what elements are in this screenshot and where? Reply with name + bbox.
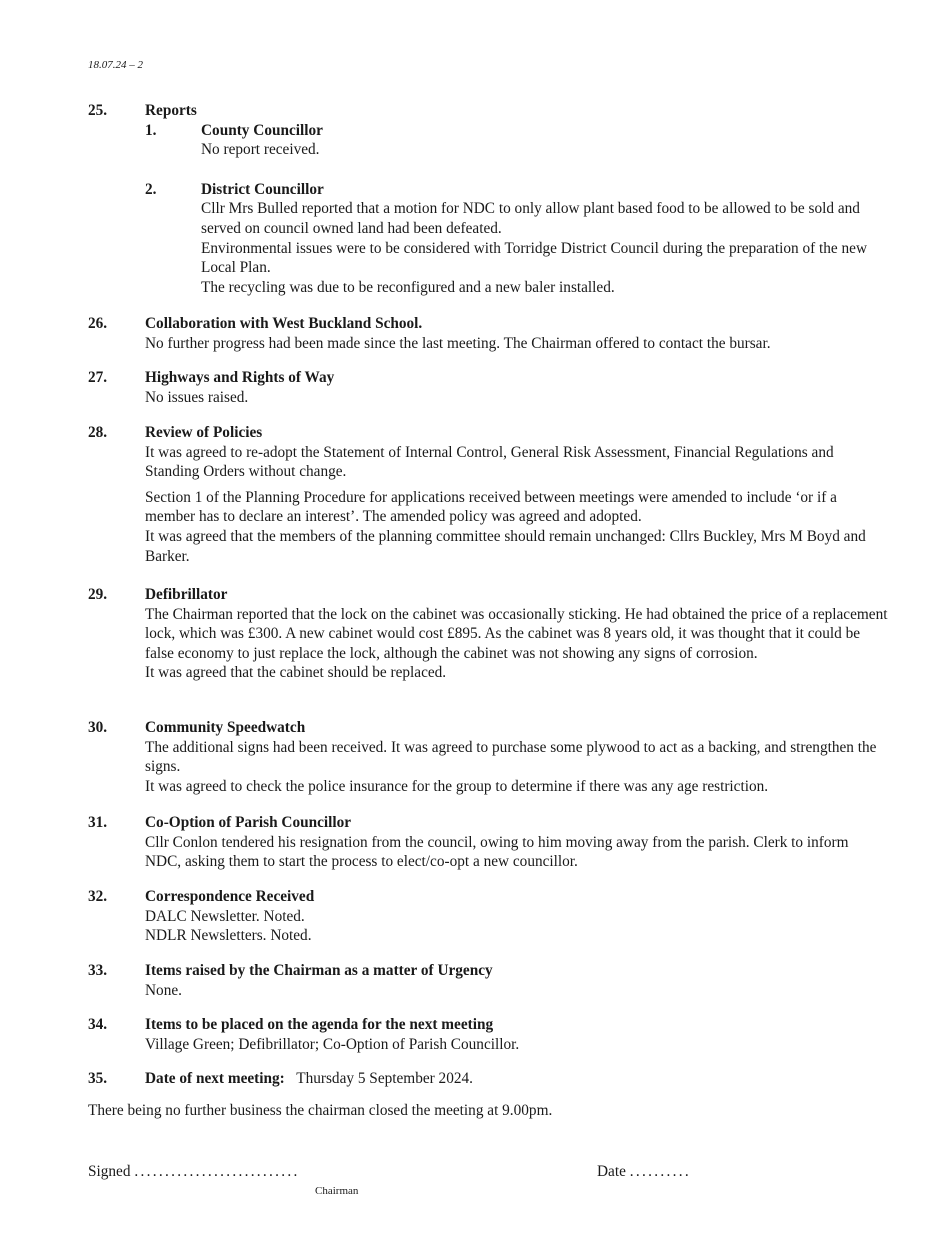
minute-item-28	[88, 423, 888, 566]
item-number: 27.	[88, 369, 108, 386]
sub-item-text: No report received.	[201, 141, 320, 159]
item-text: The additional signs had been received. It was agreed to purchase some plywood to act as a backing, and strengthen the signs.	[145, 738, 877, 776]
item-heading: Review of Policies	[145, 424, 263, 441]
signed-label: Signed	[88, 1163, 131, 1180]
item-heading: Community Speedwatch	[145, 719, 306, 736]
minute-item-35	[88, 1069, 888, 1089]
item-number: 25.	[88, 102, 108, 119]
item-number: 31.	[88, 814, 108, 831]
item-heading: Correspondence Received	[145, 888, 315, 905]
item-number: 29.	[88, 586, 108, 603]
item-text: The Chairman reported that the lock on the cabinet was occasionally sticking. He had obtained the price of a replacement lock, which was £300. A new cabinet would cost £895. As the cabinet was 8 years old, it was thought that it could be false economy to just replace the lock, although the cabinet was not showing any signs of corrosion.	[145, 605, 888, 662]
item-text: Section 1 of the Planning Procedure for applications received between meetings were amended to include ‘or if a member has to declare an interest’. The amended policy was agreed and adopted.	[145, 488, 837, 526]
minute-item-34	[88, 1015, 888, 1054]
sub-item-2	[145, 180, 888, 298]
item-number: 34.	[88, 1016, 108, 1033]
item-text: No issues raised.	[145, 388, 249, 406]
item-text: DALC Newsletter. Noted.	[145, 907, 305, 925]
minute-item-31	[88, 813, 888, 872]
item-heading: Date of next meeting:	[145, 1070, 285, 1087]
item-heading: Co-Option of Parish Councillor	[145, 814, 352, 831]
item-number: 35.	[88, 1070, 108, 1087]
date-dots: ..........	[629, 1163, 691, 1180]
item-number: 26.	[88, 315, 108, 332]
sub-item-heading: County Councillor	[201, 121, 323, 139]
item-heading: Items raised by the Chairman as a matter of Urgency	[145, 962, 493, 979]
date-label: Date	[597, 1163, 626, 1180]
signature-dots: ...........................	[134, 1163, 300, 1180]
item-text: It was agreed that the cabinet should be replaced.	[145, 664, 447, 682]
minute-item-29	[88, 585, 888, 683]
item-text: Cllr Conlon tendered his resignation from the council, owing to him moving away from the parish. Clerk to inform NDC, asking them to start the process to elect/co-opt a new councillor.	[145, 833, 849, 871]
sub-item-1	[145, 121, 888, 160]
sub-item-number: 2.	[145, 180, 157, 198]
item-number: 28.	[88, 424, 108, 441]
item-number: 33.	[88, 962, 108, 979]
minute-item-30	[88, 718, 888, 796]
signature-line	[88, 1162, 300, 1182]
page-reference: 18.07.24 – 2	[88, 59, 143, 71]
minute-item-25	[88, 101, 888, 297]
item-text: No further progress had been made since the last meeting. The Chairman offered to contact the bursar.	[145, 334, 771, 352]
minute-item-32	[88, 887, 888, 946]
item-heading: Items to be placed on the agenda for the next meeting	[145, 1016, 494, 1033]
item-text: It was agreed that the members of the planning committee should remain unchanged: Cllrs Buckley, Mrs M Boyd and Barker.	[145, 527, 866, 565]
minute-item-33	[88, 961, 888, 1000]
closing-statement: There being no further business the chairman closed the meeting at 9.00pm.	[88, 1102, 553, 1119]
item-heading: Collaboration with West Buckland School.	[145, 315, 423, 332]
minute-item-26	[88, 314, 888, 353]
date-line	[597, 1162, 691, 1182]
item-text: NDLR Newsletters. Noted.	[145, 927, 312, 945]
sub-item-text: The recycling was due to be reconfigured and a new baler installed.	[201, 278, 615, 296]
next-meeting-date: Thursday 5 September 2024.	[296, 1070, 473, 1087]
item-text: It was agreed to check the police insurance for the group to determine if there was any age restriction.	[145, 777, 769, 795]
chairman-label: Chairman	[315, 1185, 359, 1197]
sub-item-heading: District Councillor	[201, 180, 324, 198]
item-text: Village Green; Defibrillator; Co-Option of Parish Councillor.	[145, 1035, 520, 1053]
item-heading: Reports	[145, 102, 197, 119]
item-text: It was agreed to re-adopt the Statement of Internal Control, General Risk Assessment, Financial Regulations and Standing Orders without change.	[145, 443, 834, 481]
item-heading: Defibrillator	[145, 586, 228, 603]
item-heading: Highways and Rights of Way	[145, 369, 335, 386]
sub-item-number: 1.	[145, 121, 157, 139]
sub-item-text: Cllr Mrs Bulled reported that a motion for NDC to only allow plant based food to be allowed to be sold and served on council owned land had been defeated.	[201, 200, 860, 237]
sub-item-text: Environmental issues were to be considered with Torridge District Council during the preparation of the new Local Plan.	[201, 239, 868, 277]
item-text: None.	[145, 981, 182, 999]
minute-item-27	[88, 368, 888, 407]
item-number: 30.	[88, 719, 108, 736]
item-number: 32.	[88, 888, 108, 905]
